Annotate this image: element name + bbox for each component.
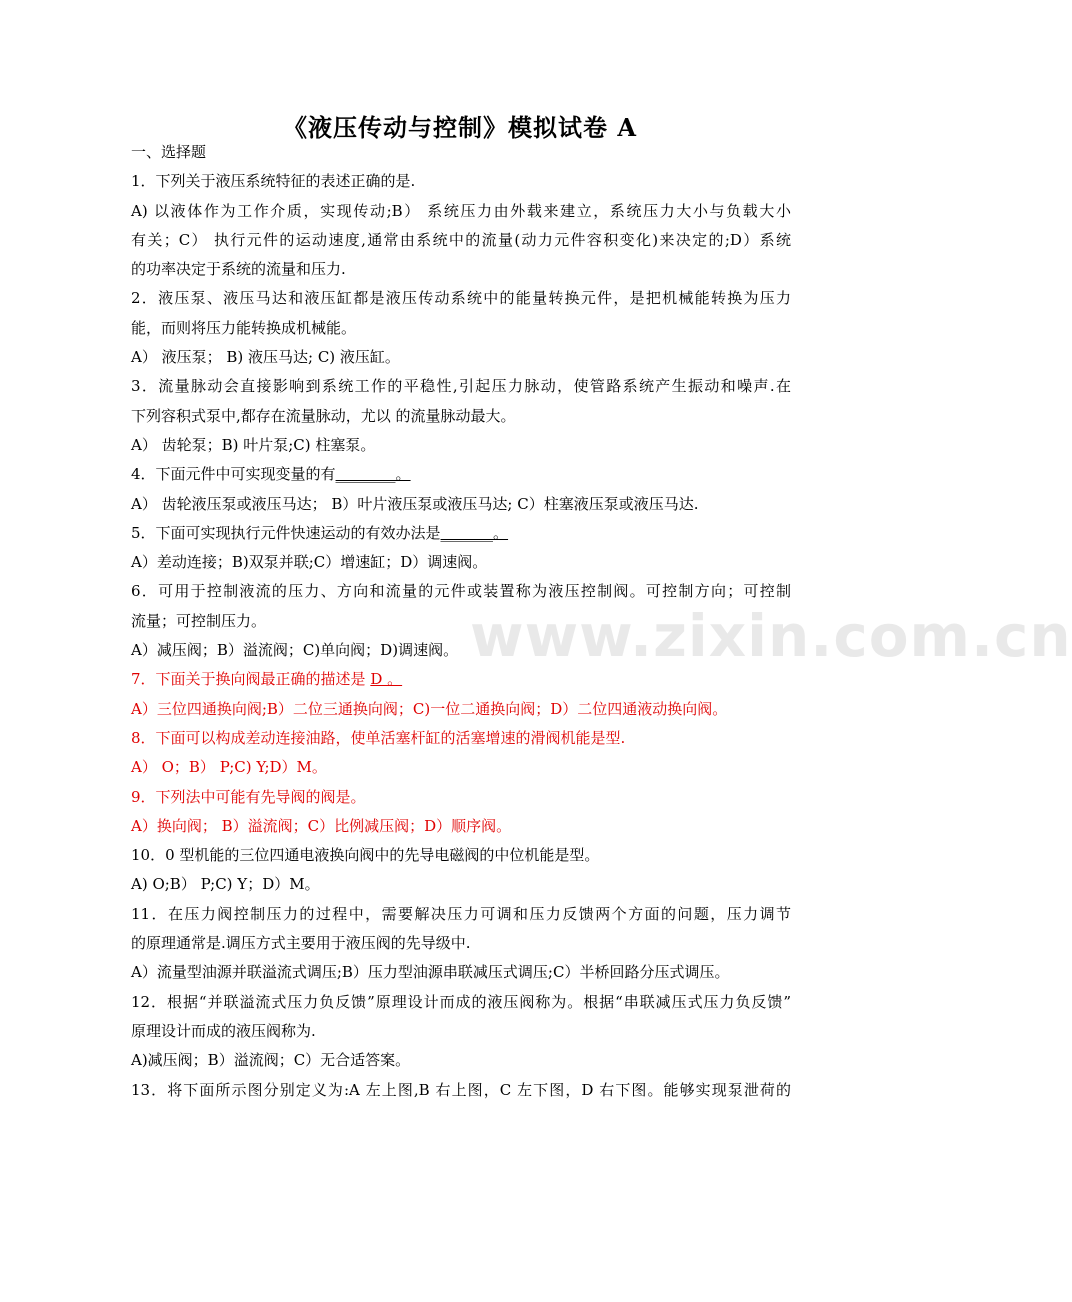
text-line [131,841,791,870]
text-line [131,958,791,987]
line-text: 能，而则将压力能转换成机械能。 [131,318,357,337]
text-line [131,372,791,401]
line-text: 8．下面可以构成差动连接油路，使单活塞杆缸的活塞增速的滑阀机能是型. [131,728,626,747]
text-line [131,138,791,167]
text-line [131,988,791,1017]
question-list [131,138,791,1105]
text-line [131,197,791,226]
text-line [131,870,791,899]
answer-blank: D 。 [370,670,403,689]
text-line [131,1017,791,1046]
line-text: A）三位四通换向阀;B）二位三通换向阀；C)一位二通换向阀；D）二位四通液动换向阀。 [131,699,728,718]
text-line [131,1076,791,1105]
line-text: A） O；B） P;C) Y;D）M。 [131,758,327,777]
text-line [131,724,791,753]
answer-blank: ________。 [335,465,411,484]
line-text: 5．下面可实现执行元件快速运动的有效办法是 [131,523,441,542]
answer-blank: _______。 [440,523,509,542]
line-text: A） 液压泵； B) 液压马达; C) 液压缸。 [131,348,400,367]
line-text: A）差动连接；B)双泵并联;C）增速缸；D）调速阀。 [131,553,488,572]
line-text: 原理设计而成的液压阀称为. [131,1021,316,1040]
text-line [131,1046,791,1075]
line-text: 10．0 型机能的三位四通电液换向阀中的先导电磁阀的中位机能是型。 [131,846,600,865]
text-line [131,812,791,841]
text-line [131,402,791,431]
text-line [131,284,791,313]
line-text: A) O;B） P;C) Y；D）M。 [131,875,320,894]
line-text: A）流量型油源并联溢流式调压;B）压力型油源串联减压式调压;C）半桥回路分压式调压。 [131,963,730,982]
page-title: 《液压传动与控制》模拟试卷 A [283,113,637,142]
line-text: 7．下面关于换向阀最正确的描述是 [131,670,371,689]
text-line [131,167,791,196]
line-text: A)减压阀；B）溢流阀；C）无合适答案。 [131,1051,411,1070]
text-line [131,753,791,782]
text-line [131,226,791,255]
line-text: A） 齿轮液压泵或液压马达； B）叶片液压泵或液压马达; C）柱塞液压泵或液压马达. [131,494,699,513]
text-line [131,636,791,665]
text-line [131,519,791,548]
line-text: 4．下面元件中可实现变量的有 [131,465,336,484]
line-text: 有关；C） 执行元件的运动速度,通常由系统中的流量(动力元件容积变化)来决定的;D）系统 [131,230,791,249]
line-text: 9．下列法中可能有先导阀的阀是。 [131,787,366,806]
text-line [131,548,791,577]
line-text: 下列容积式泵中,都存在流量脉动，尤以 的流量脉动最大。 [131,406,516,425]
line-text: 11．在压力阀控制压力的过程中，需要解决压力可调和压力反馈两个方面的问题，压力调节 [131,904,791,923]
watermark: www.zixin.com.cn [470,602,1072,670]
text-line [131,343,791,372]
line-text: 一、选择题 [131,143,207,161]
line-text: 2．液压泵、液压马达和液压缸都是液压传动系统中的能量转换元件，是把机械能转换为压力 [131,289,791,308]
text-line [131,490,791,519]
text-line [131,900,791,929]
line-text: 流量；可控制压力。 [131,611,267,630]
line-text: A） 齿轮泵；B) 叶片泵;C) 柱塞泵。 [131,435,376,454]
text-line [131,929,791,958]
text-line [131,431,791,460]
line-text: 的功率决定于系统的流量和压力. [131,260,346,279]
line-text: A）减压阀；B）溢流阀；C)单向阀；D)调速阀。 [131,641,459,660]
line-text: 13．将下面所示图分别定义为:A 左上图,B 右上图，C 左下图，D 右下图。能够实现泵泄荷的 [131,1080,791,1099]
line-text: 1．下列关于液压系统特征的表述正确的是. [131,172,416,191]
line-text: 的原理通常是.调压方式主要用于液压阀的先导级中. [131,934,471,953]
text-line [131,695,791,724]
line-text: 12．根据“并联溢流式压力负反馈”原理设计而成的液压阀称为。根据“串联减压式压力负反馈” [131,992,791,1011]
line-text: 6．可用于控制液流的压力、方向和流量的元件或装置称为液压控制阀。可控制方向；可控制 [131,582,791,601]
text-line [131,460,791,489]
text-line [131,607,791,636]
text-line [131,255,791,284]
text-line [131,577,791,606]
text-line [131,314,791,343]
text-line [131,783,791,812]
line-text: A) 以液体作为工作介质，实现传动;B） 系统压力由外载来建立，系统压力大小与负载大小 [131,201,791,220]
line-text: 3．流量脉动会直接影响到系统工作的平稳性,引起压力脉动，使管路系统产生振动和噪声.在 [131,377,791,396]
line-text: A）换向阀； B）溢流阀；C）比例减压阀；D）顺序阀。 [131,816,512,835]
text-line [131,665,791,694]
